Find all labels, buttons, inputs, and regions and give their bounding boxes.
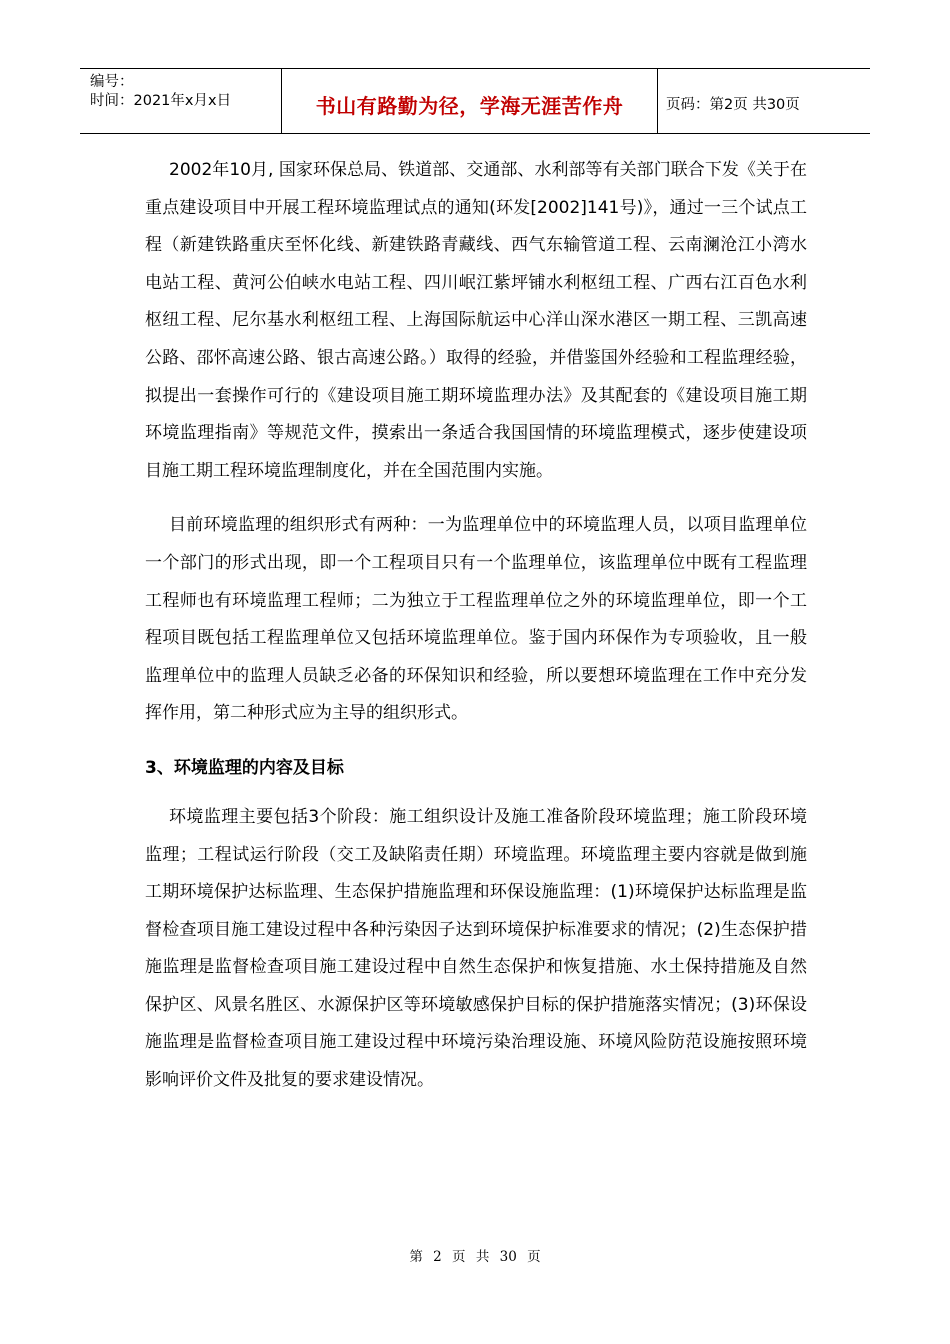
page-header xyxy=(80,68,870,134)
page-footer: 第 2 页 共 30 页 xyxy=(409,1249,541,1265)
body-paragraph: 目前环境监理的组织形式有两种：一为监理单位中的环境监理人员，以项目监理单位一个部门的形式出现，即一个工程项目只有一个监理单位，该监理单位中既有工程监理工程师也有环境监理工程师；二为独立于工程监理单位之外的环境监理单位，即一个工程项目既包括工程监理单位又包括环境监理单位。鉴于国内环保作为专项验收，且一般监理单位中的监理人员缺乏必备的环保知识和经验，所以要想环境监理在工作中充分发挥作用，第二种形式应为主导的组织形式。 xyxy=(145,515,807,724)
header-motto: 书山有路勤为径，学海无涯苦作舟 xyxy=(282,69,658,133)
document-date: 时间：2021年x月x日 xyxy=(90,93,232,109)
header-meta xyxy=(80,69,282,133)
section-heading: 3、环境监理的内容及目标 xyxy=(145,757,344,778)
document-body xyxy=(145,152,807,1100)
body-paragraph: 环境监理主要包括3个阶段：施工组织设计及施工准备阶段环境监理；施工阶段环境监理；工程试运行阶段（交工及缺陷责任期）环境监理。环境监理主要内容就是做到施工期环境保护达标监理、生态保护措施监理和环保设施监理：(1)环境保护达标监理是监督检查项目施工建设过程中各种污染因子达到环境保护标准要求的情况；(2)生态保护措施监理是监督检查项目施工建设过程中自然生态保护和恢复措施、水土保持措施及自然保护区、风景名胜区、水源保护区等环境敏感保护目标的保护措施落实情况；(3)环保设施监理是监督检查项目施工建设过程中环境污染治理设施、环境风险防范设施按照环境影响评价文件及批复的要求建设情况。 xyxy=(145,806,807,1091)
header-page-info: 页码：第2页 共30页 xyxy=(666,96,800,113)
document-number-label: 编号： xyxy=(90,74,134,90)
body-paragraph: 2002年10月, 国家环保总局、铁道部、交通部、水利部等有关部门联合下发《关于在重点建设项目中开展工程环境监理试点的通知(环发[2002]141号)》，通过一三个试点工程（新建铁路重庆至怀化线、新建铁路青藏线、西气东输管道工程、云南澜沧江小湾水电站工程、黄河公伯峡水电站工程、四川岷江紫坪铺水利枢纽工程、广西右江百色水利枢纽工程、尼尔基水利枢纽工程、上海国际航运中心洋山深水港区一期工程、三凯高速公路、邵怀高速公路、银古高速公路。）取得的经验，并借鉴国外经验和工程监理经验，拟提出一套操作可行的《建设项目施工期环境监理办法》及其配套的《建设项目施工期环境监理指南》等规范文件，摸索出一条适合我国国情的环境监理模式，逐步使建设项目施工期工程环境监理制度化，并在全国范围内实施。 xyxy=(145,160,807,481)
